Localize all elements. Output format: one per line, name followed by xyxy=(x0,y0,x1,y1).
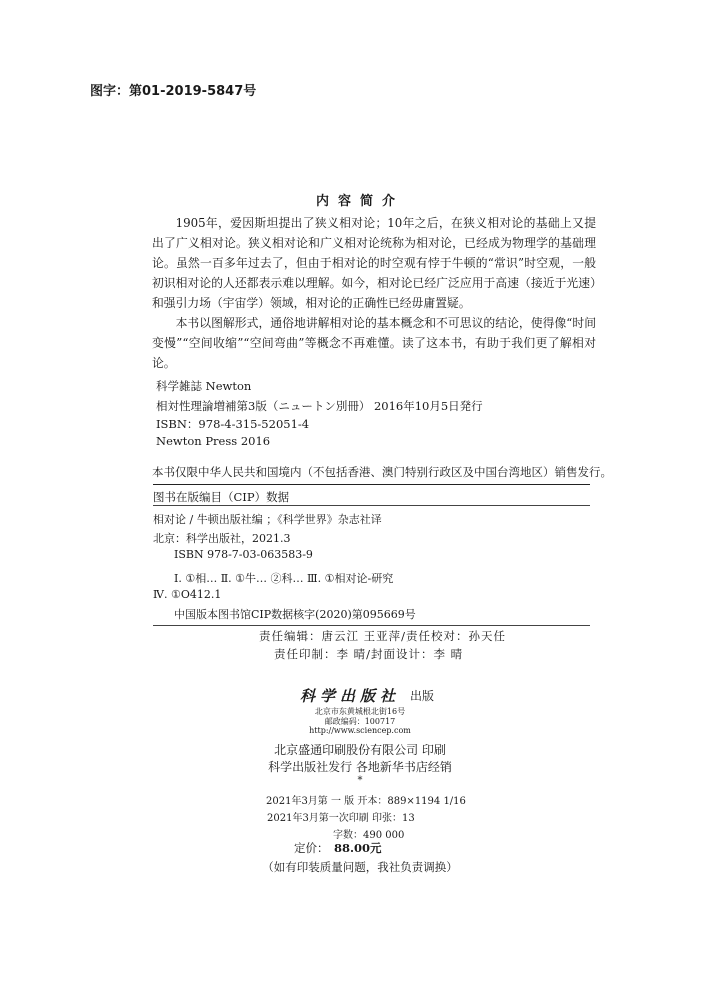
summary-paragraph: 1905年，爱因斯坦提出了狭义相对论；10年之后，在狭义相对论的基础上又提出了广义相对论。狭义相对论和广义相对论统称为相对论，已经成为物理学的基础理论。虽然一百多年过去了，但由于相对论的时空观有悖于牛顿的“常识”时空观，一般初识相对论的人还都表示难以理解。如今，相对论已经广泛应用于高速（接近于光速）和强引力场（宇宙学）领域，相对论的正确性已经毋庸置疑。 xyxy=(152,216,596,310)
wordcount-line: 字数：490 000 xyxy=(333,830,405,841)
publisher-postcode: 邮政编码：100717 xyxy=(324,717,396,726)
quality-note: （如有印装质量问题，我社负责调换） xyxy=(262,860,458,874)
divider xyxy=(153,625,590,626)
divider xyxy=(153,484,590,485)
impression-line: 2021年3月第一次印刷 印张：13 xyxy=(267,813,415,824)
star-icon: * xyxy=(357,775,363,786)
cip-title: 图书在版编目（CIP）数据 xyxy=(153,490,290,504)
credits-printing: 责任印制：李 晴/封面设计：李 晴 xyxy=(274,647,464,661)
cip-isbn-line: ISBN 978-7-03-063583-9 xyxy=(174,548,313,561)
original-title: 相対性理論増補第3版（ニュートン別冊） 2016年10月5日発行 xyxy=(156,399,483,413)
price-label: 定价： xyxy=(294,841,329,855)
registration-number: 图字：第01-2019-5847号 xyxy=(90,84,257,99)
original-isbn: ISBN：978-4-315-52051-4 xyxy=(156,417,310,431)
printer-line: 北京盛通印刷股份有限公司 印刷 xyxy=(274,743,446,757)
cip-subject-line: Ⅰ. ①相… Ⅱ. ①牛… ②科… Ⅲ. ①相对论-研究 xyxy=(174,572,394,585)
distribution-line: 科学出版社发行 各地新华书店经销 xyxy=(268,760,452,774)
cip-book-line: 相对论 / 牛顿出版社编 ；《科学世界》杂志社译 xyxy=(153,513,382,526)
publisher-website: http://www.sciencep.com xyxy=(309,726,411,735)
publisher-logo: 科学出版社 xyxy=(300,687,401,705)
summary-title: 内容简介 xyxy=(315,194,404,209)
sales-notice: 本书仅限中华人民共和国境内（不包括香港、澳门特别行政区及中国台湾地区）销售发行。 xyxy=(152,465,612,479)
summary-paragraph: 本书以图解形式，通俗地讲解相对论的基本概念和不可思议的结论，使得像“时间变慢”“空间收缩”“空间弯曲”等概念不再难懂。读了这本书，有助于我们更了解相对论。 xyxy=(152,316,596,370)
edition-line: 2021年3月第 一 版 开本：889×1194 1/16 xyxy=(266,796,466,807)
publisher-suffix: 出版 xyxy=(410,689,435,703)
original-publisher: Newton Press 2016 xyxy=(156,434,271,448)
credits-editors: 责任编辑：唐云江 王亚萍/责任校对：孙天任 xyxy=(259,629,507,643)
cip-place-line: 北京：科学出版社，2021.3 xyxy=(153,532,291,545)
price-value: 88.00元 xyxy=(334,841,382,855)
divider xyxy=(153,505,590,506)
cip-class-line: Ⅳ. ①O412.1 xyxy=(153,588,222,601)
cip-number-line: 中国版本图书馆CIP数据核字(2020)第095669号 xyxy=(174,608,416,621)
original-magazine: 科学雑誌 Newton xyxy=(156,379,252,393)
publisher-address: 北京市东黄城根北街16号 xyxy=(314,707,406,716)
